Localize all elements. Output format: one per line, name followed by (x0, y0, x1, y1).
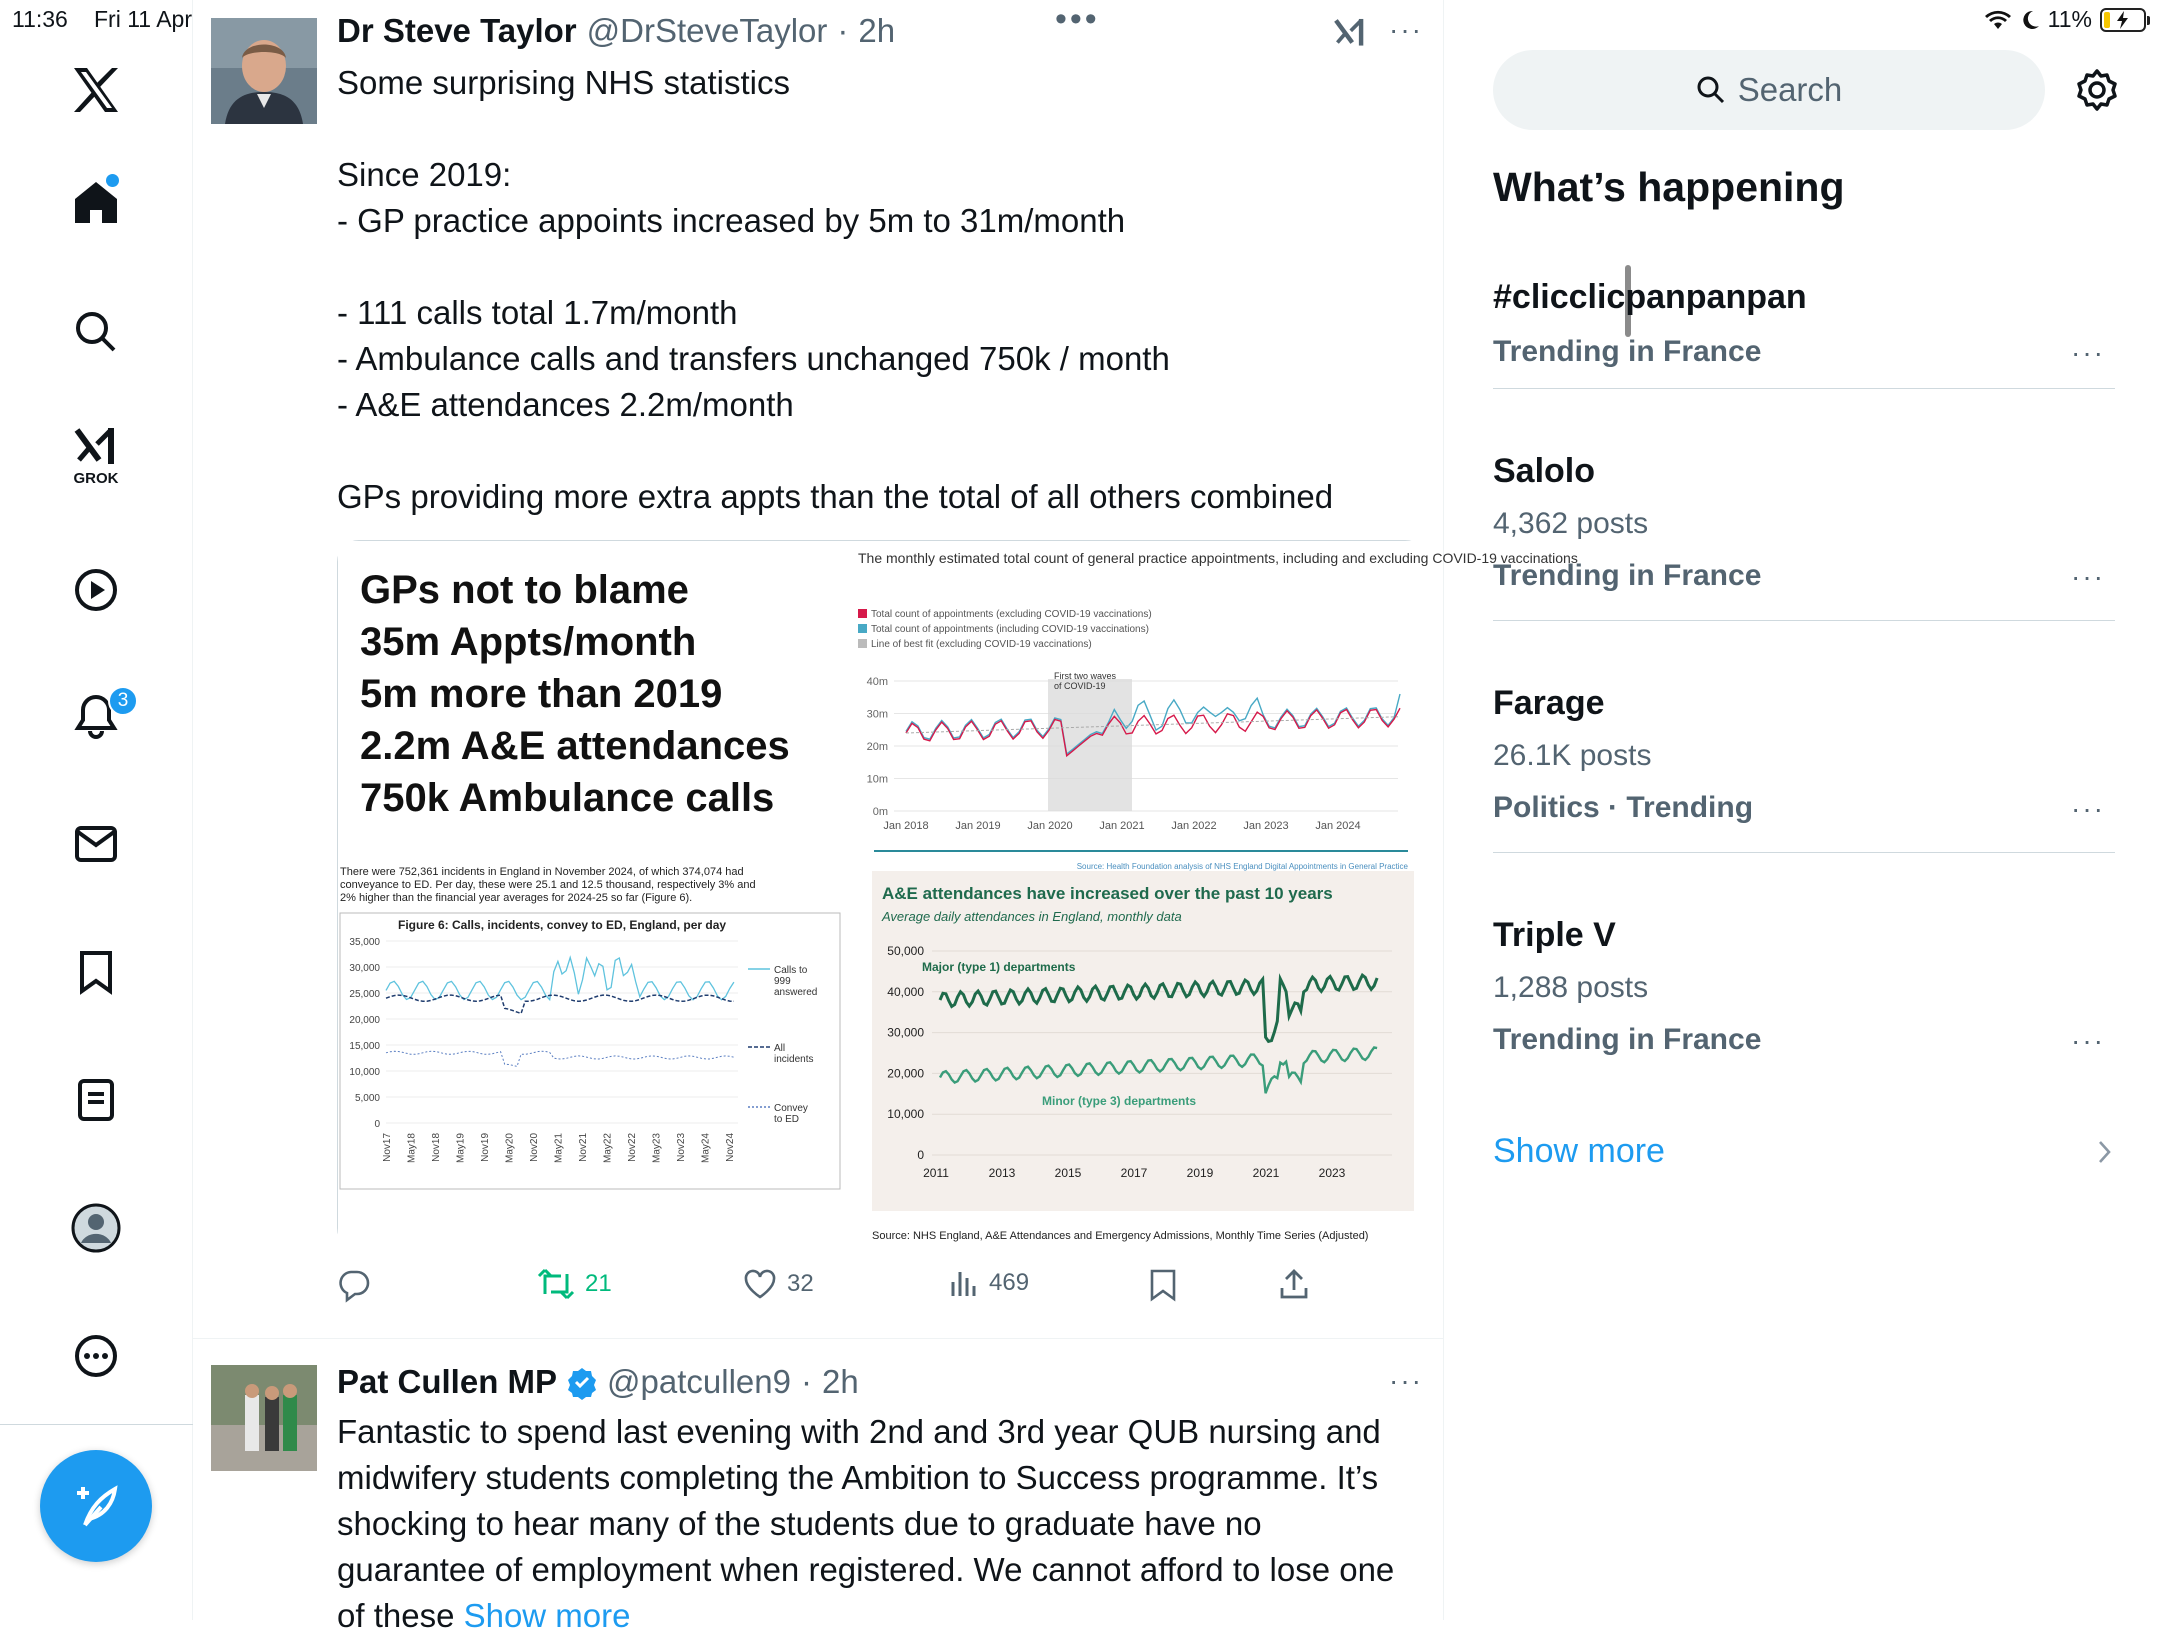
nav-home[interactable] (60, 166, 132, 238)
ae-source: Source: NHS England, A&E Attendances and Emergency Admissions, Monthly Time Series (Adjusted) (872, 1230, 1369, 1242)
amb-xtick: May19 (455, 1133, 467, 1164)
ae-xtick: 2011 (923, 1166, 949, 1180)
amb-xtick: May18 (406, 1133, 418, 1164)
headline-line: 35m Appts/month (360, 620, 697, 664)
trend-more-icon[interactable]: ··· (2071, 337, 2105, 368)
home-notification-dot (106, 174, 119, 187)
profile-icon (71, 1203, 121, 1253)
amb-ytick: 20,000 (349, 1015, 380, 1026)
tweet-header (337, 12, 895, 50)
headline-line: 2.2m A&E attendances (360, 724, 790, 768)
trend-title: #clicclicpanpanpan (1493, 278, 1807, 316)
trend-title: Triple V (1493, 916, 1616, 954)
gp-source: Source: Health Foundation analysis of NHS England Digital Appointments in General Practice (1076, 862, 1408, 871)
notification-badge: 3 (108, 686, 138, 716)
trend-post-count: 1,288 posts (1493, 971, 1649, 1004)
repost-count: 21 (585, 1270, 612, 1297)
bookmark-icon (78, 950, 114, 994)
tweet-more-icon[interactable]: ··· (1389, 14, 1423, 45)
compose-button[interactable] (40, 1450, 152, 1562)
amb-xtick: Nov19 (480, 1133, 491, 1162)
gp-xtick: Jan 2018 (883, 820, 929, 832)
grok-icon[interactable] (1333, 16, 1367, 50)
gp-ytick: 30m (866, 708, 888, 721)
status-time: 11:36 (12, 6, 68, 32)
ae-label-major: Major (type 1) departments (922, 960, 1076, 974)
amb-ytick: 35,000 (349, 937, 380, 948)
repost-button[interactable] (537, 1268, 612, 1300)
trend-divider (1493, 388, 2115, 389)
share-icon (1279, 1268, 1309, 1300)
headline-line: 5m more than 2019 (360, 672, 723, 716)
amb-xtick: May22 (602, 1133, 614, 1164)
gp-xtick: Jan 2024 (1315, 820, 1361, 832)
avatar[interactable] (211, 1365, 317, 1471)
search-box[interactable] (1493, 50, 2045, 130)
trend-more-icon[interactable]: ··· (2071, 561, 2105, 592)
trend-item[interactable] (1493, 452, 2115, 593)
trend-title: Salolo (1493, 452, 1596, 490)
trend-item[interactable] (1493, 684, 2115, 825)
ae-xtick: 2019 (1186, 1166, 1214, 1180)
amb-legend-label: Convey (774, 1103, 808, 1114)
author-name[interactable]: Pat Cullen MP (337, 1363, 558, 1400)
gp-chart-title: The monthly estimated total count of general practice appointments, including and excluding COVID-19 vaccinations (858, 550, 1578, 566)
status-date: Fri 11 Apr (94, 6, 192, 32)
headline-line: GPs not to blame (360, 568, 689, 612)
amb-ytick: 10,000 (349, 1067, 380, 1078)
grok-icon (73, 426, 119, 468)
nav-bookmarks[interactable] (60, 936, 132, 1008)
ae-ytick: 0 (917, 1148, 924, 1162)
amb-legend-label: 999 (774, 976, 791, 987)
grok-label: GROK (73, 469, 119, 487)
amb-ytick: 25,000 (349, 989, 380, 1000)
like-button[interactable] (743, 1268, 814, 1300)
gp-legend-3: Line of best fit (excluding COVID-19 vaccinations) (871, 639, 1092, 650)
tweet-time[interactable]: 2h (821, 1363, 859, 1400)
amb-legend-label: answered (774, 987, 818, 998)
ae-xtick: 2013 (988, 1166, 1016, 1180)
ae-ytick: 40,000 (887, 984, 924, 999)
amb-xtick: Nov17 (382, 1133, 393, 1162)
list-icon (77, 1078, 115, 1122)
nav-grok[interactable] (60, 420, 132, 492)
nav-more[interactable] (60, 1320, 132, 1392)
trend-item[interactable] (1493, 916, 2115, 1057)
amb-xtick: May24 (700, 1133, 712, 1164)
repost-icon (537, 1268, 575, 1300)
trend-item[interactable] (1493, 278, 2115, 369)
ae-ytick: 20,000 (887, 1066, 924, 1081)
amb-xtick: May23 (651, 1133, 663, 1164)
show-more-label: Show more (1493, 1132, 1665, 1170)
trend-divider (1493, 620, 2115, 621)
reply-icon (337, 1268, 371, 1302)
chevron-right-icon (2097, 1139, 2113, 1165)
mail-icon (74, 825, 118, 863)
view-count: 469 (989, 1269, 1030, 1296)
bookmark-button[interactable] (1149, 1268, 1177, 1302)
reply-button[interactable] (337, 1268, 381, 1302)
tweet-more-icon[interactable]: ··· (1389, 1365, 1423, 1396)
show-more-link[interactable]: Show more (463, 1597, 631, 1634)
covid-wave-band (1048, 679, 1132, 811)
share-button[interactable] (1279, 1268, 1309, 1300)
author-handle[interactable]: @DrSteveTaylor (586, 12, 828, 49)
amb-xtick: Nov21 (578, 1133, 589, 1162)
battery-percent: 11% (2047, 6, 2092, 32)
more-icon (74, 1334, 118, 1378)
trend-more-icon[interactable]: ··· (2071, 793, 2105, 824)
gp-xtick: Jan 2020 (1027, 820, 1073, 832)
amb-xtick: May21 (553, 1133, 565, 1164)
amb-chart-title: Figure 6: Calls, incidents, convey to ED, England, per day (398, 918, 727, 932)
avatar[interactable] (211, 18, 317, 124)
trend-divider (1493, 852, 2115, 853)
ae-ytick: 10,000 (887, 1107, 924, 1122)
ambulance-chart (340, 866, 840, 1189)
tweet-text: Some surprising NHS statistics Since 2019: - GP practice appoints increased by 5m to 31m/month - 111 calls total 1.7m/month - Ambulance calls and transfers unchanged 750k / month - A&E attendances 2.2m/month GPs providing more extra appts than the total of all others combined (337, 64, 1334, 515)
nav-divider (0, 1424, 193, 1425)
headline-line: 750k Ambulance calls (360, 776, 775, 820)
ae-xtick: 2021 (1252, 1166, 1280, 1180)
gp-legend-2: Total count of appointments (including COVID-19 vaccinations) (871, 624, 1149, 635)
amb-ytick: 15,000 (349, 1041, 380, 1052)
gp-xtick: Jan 2023 (1243, 820, 1289, 832)
covid-annotation-2: of COVID-19 (1054, 681, 1106, 691)
feather-plus-icon (69, 1479, 123, 1533)
amb-intro-line: 2% higher than the financial year averages for 2024-25 so far (Figure 6). (340, 892, 693, 904)
nav-video[interactable] (60, 554, 132, 626)
trend-post-count: 26.1K posts (1493, 739, 1652, 772)
section-title: What’s happening (1493, 164, 1845, 210)
amb-xtick: Nov20 (529, 1133, 540, 1162)
amb-legend-label: incidents (774, 1054, 814, 1065)
amb-ytick: 30,000 (349, 963, 380, 974)
gp-xtick: Jan 2021 (1099, 820, 1145, 832)
nav-explore[interactable] (60, 296, 132, 368)
search-placeholder: Search (1737, 71, 1843, 108)
heart-icon (743, 1268, 777, 1300)
ae-xtick: 2017 (1120, 1166, 1148, 1180)
amb-legend-label: to ED (774, 1114, 800, 1125)
trend-title: Farage (1493, 684, 1605, 722)
tweet[interactable] (193, 1339, 1444, 1634)
views-icon (949, 1268, 979, 1298)
tweet-text (337, 1409, 1417, 1639)
trend-context: Trending in France (1493, 559, 1762, 592)
ae-chart-subtitle: Average daily attendances in England, monthly data (882, 909, 1182, 924)
search-icon (1696, 75, 1726, 105)
ae-attendances-chart (872, 871, 1414, 1242)
gp-xtick: Jan 2019 (955, 820, 1001, 832)
x-logo[interactable] (60, 54, 132, 126)
ae-ytick: 30,000 (887, 1025, 924, 1040)
ae-xtick: 2023 (1318, 1166, 1346, 1180)
nav-profile[interactable] (60, 1192, 132, 1264)
tweet-time[interactable]: 2h (858, 12, 896, 49)
amb-ytick: 0 (374, 1119, 380, 1130)
gp-ytick: 10m (866, 773, 888, 786)
tweet-body: Fantastic to spend last evening with 2nd and 3rd year QUB nursing and midwifery students completing the Ambition to Success programme. It’s shocking to hear many of the students due to graduate have no guarantee of employment when registered. We cannot afford to lose one of these (337, 1413, 1395, 1634)
trend-context: Politics · Trending (1493, 791, 1754, 824)
ae-ytick: 50,000 (887, 944, 924, 958)
trend-more-icon[interactable]: ··· (2071, 1025, 2105, 1056)
left-nav (0, 0, 193, 1620)
ae-chart-title: A&E attendances have increased over the past 10 years (882, 884, 1333, 903)
search-icon (74, 310, 118, 354)
ae-label-minor: Minor (type 3) departments (1042, 1094, 1197, 1108)
bookmark-icon (1149, 1268, 1177, 1302)
settings-button[interactable] (2075, 68, 2119, 117)
amb-xtick: Nov18 (431, 1133, 442, 1162)
amb-ytick: 5,000 (354, 1093, 380, 1104)
drag-handle-dots[interactable]: ••• (1055, 0, 1100, 38)
amb-xtick: Nov23 (676, 1133, 687, 1162)
nav-messages[interactable] (60, 808, 132, 880)
gp-xtick: Jan 2022 (1171, 820, 1217, 832)
ae-xtick: 2015 (1054, 1166, 1082, 1180)
verified-icon (567, 1367, 597, 1397)
tweet-header (337, 1363, 859, 1401)
covid-annotation: First two waves (1054, 671, 1117, 681)
author-handle[interactable]: @patcullen9 (607, 1363, 791, 1400)
amb-intro-line: conveyance to ED. Per day, these were 25.1 and 12.5 thousand, respectively 3% and (340, 879, 756, 891)
amb-xtick: Nov24 (725, 1133, 736, 1162)
gp-ytick: 40m (866, 676, 888, 688)
gear-icon (2075, 68, 2119, 112)
gp-legend-1: Total count of appointments (excluding COVID-19 vaccinations) (871, 609, 1152, 620)
author-name[interactable]: Dr Steve Taylor (337, 12, 577, 49)
gp-ytick: 0m (872, 806, 888, 818)
like-count: 32 (787, 1270, 814, 1297)
nav-lists[interactable] (60, 1064, 132, 1136)
amb-xtick: May20 (504, 1133, 516, 1164)
right-sidebar (1445, 0, 2160, 1620)
amb-xtick: Nov22 (627, 1133, 638, 1162)
separator: · (800, 1363, 812, 1400)
trend-context: Trending in France (1493, 1023, 1762, 1056)
amb-legend-label: All (774, 1043, 786, 1054)
amb-intro-line: There were 752,361 incidents in England in November 2024, of which 374,074 had (340, 866, 744, 878)
play-icon (74, 568, 118, 612)
amb-legend-label: Calls to (774, 965, 808, 976)
trend-context: Trending in France (1493, 335, 1762, 368)
trend-post-count: 4,362 posts (1493, 507, 1649, 540)
views-button[interactable] (949, 1268, 1029, 1298)
separator: · (837, 12, 849, 49)
show-more-trends[interactable] (1493, 1132, 2113, 1171)
gp-ytick: 20m (866, 741, 888, 753)
